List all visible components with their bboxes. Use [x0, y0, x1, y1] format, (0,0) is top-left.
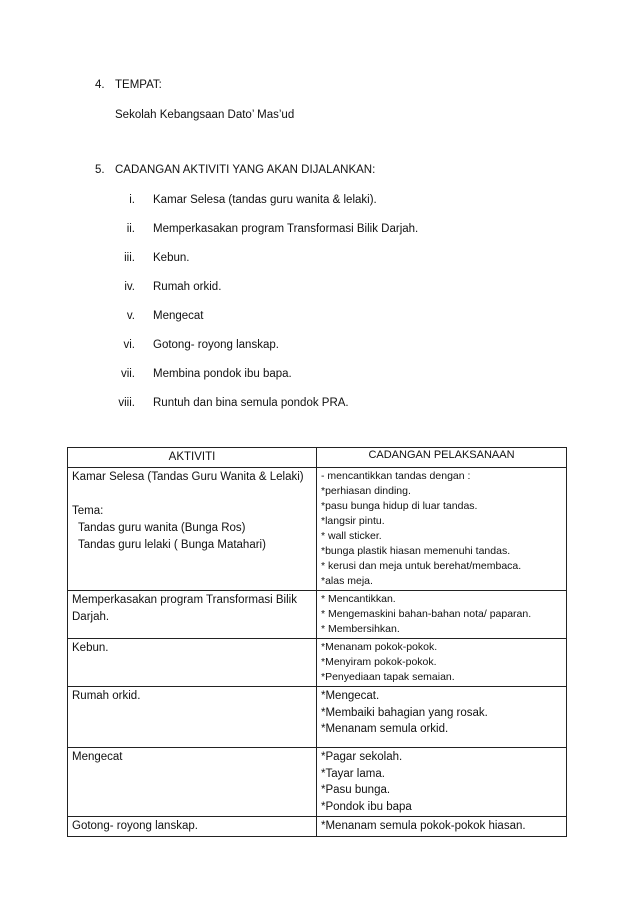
plan-line: *langsir pintu. [321, 515, 385, 527]
table-row [68, 817, 567, 837]
header-cadangan-pelaksanaan: CADANGAN PELAKSANAAN [317, 448, 567, 468]
list-item-text: Kamar Selesa (tandas guru wanita & lelaki). [153, 194, 377, 206]
activity-line: Rumah orkid. [72, 690, 141, 702]
list-item-text: Kebun. [153, 252, 190, 264]
plan-line: *Menanam pokok-pokok. [321, 641, 438, 653]
plan-line: *bunga plastik hiasan memenuhi tandas. [321, 545, 511, 557]
section-4-value: Sekolah Kebangsaan Dato’ Mas’ud [115, 109, 295, 121]
plan-line: *Penyediaan tapak semaian. [321, 671, 455, 683]
section-5-title: CADANGAN AKTIVITI YANG AKAN DIJALANKAN: [115, 164, 376, 176]
activity-cell [68, 748, 317, 817]
activity-line: Tandas guru lelaki ( Bunga Matahari) [78, 539, 266, 551]
header-aktiviti: AKTIVITI [68, 448, 317, 468]
list-item-number: ii. [126, 223, 135, 235]
plan-cell [317, 817, 567, 837]
plan-line: *alas meja. [321, 575, 373, 587]
plan-cell [317, 591, 567, 639]
list-item-text: Runtuh dan bina semula pondok PRA. [153, 397, 349, 409]
activity-line: Mengecat [72, 751, 123, 763]
section-4-number: 4. [95, 79, 105, 91]
plan-line: *Membaiki bahagian yang rosak. [321, 706, 488, 719]
activity-line: Tema: [72, 505, 104, 517]
plan-cell [317, 687, 567, 748]
activity-line: Kebun. [72, 642, 109, 654]
list-item-text: Gotong- royong lanskap. [153, 339, 279, 351]
list-item-number: iii. [124, 252, 135, 264]
list-item-text: Mengecat [153, 310, 204, 322]
list-item-number: vi. [123, 339, 135, 351]
table-row [68, 687, 567, 748]
list-item-text: Memperkasakan program Transformasi Bilik Darjah. [153, 223, 419, 235]
plan-line: *Pasu bunga. [321, 784, 391, 796]
plan-line: *Tayar lama. [321, 767, 385, 780]
plan-line: *perhiasan dinding. [321, 485, 411, 497]
plan-line: *Pondok ibu bapa [321, 800, 412, 813]
plan-line: - mencantikkan tandas dengan : [321, 470, 471, 482]
plan-line: *Mengecat. [321, 690, 380, 702]
table-row [68, 468, 567, 591]
plan-line: *pasu bunga hidup di luar tandas. [321, 500, 478, 512]
activity-table [67, 447, 567, 837]
list-item-text: Rumah orkid. [153, 281, 222, 293]
list-item-number: vii. [120, 368, 135, 380]
activity-line: Tandas guru wanita (Bunga Ros) [78, 522, 246, 534]
list-item-number: iv. [124, 281, 135, 293]
activity-cell [68, 591, 317, 639]
list-item-number: v. [126, 310, 135, 322]
plan-line: *Pagar sekolah. [321, 751, 403, 763]
activity-cell [68, 817, 317, 837]
activity-line: Darjah. [72, 611, 110, 623]
table-row [68, 639, 567, 687]
section-5-number: 5. [95, 164, 105, 176]
plan-line: *Menyiram pokok-pokok. [321, 656, 437, 668]
list-item-number: i. [129, 194, 135, 206]
table-row [68, 591, 567, 639]
activity-line: Gotong- royong lanskap. [72, 820, 198, 832]
activity-cell [68, 639, 317, 687]
plan-cell [317, 748, 567, 817]
plan-line: * Mencantikkan. [321, 593, 396, 605]
activity-spacer [72, 486, 312, 503]
table-row [68, 748, 567, 817]
plan-line: *Menanam semula pokok-pokok hiasan. [321, 820, 526, 832]
plan-line: * Mengemaskini bahan-bahan nota/ paparan. [321, 608, 532, 620]
section-4-title: TEMPAT: [115, 79, 162, 91]
plan-line: * wall sticker. [321, 530, 382, 542]
activity-line: Kamar Selesa (Tandas Guru Wanita & Lelaki) [72, 471, 304, 483]
plan-line: * kerusi dan meja untuk berehat/membaca. [321, 560, 522, 572]
activity-cell [68, 468, 317, 591]
table-header-row [68, 448, 567, 468]
list-item-text: Membina pondok ibu bapa. [153, 368, 292, 380]
plan-line: * Membersihkan. [321, 623, 400, 635]
plan-cell [317, 639, 567, 687]
list-item-number: viii. [118, 397, 135, 409]
activity-cell [68, 687, 317, 748]
activity-line: Memperkasakan program Transformasi Bilik [72, 594, 297, 606]
plan-cell [317, 468, 567, 591]
plan-line: *Menanam semula orkid. [321, 723, 449, 735]
